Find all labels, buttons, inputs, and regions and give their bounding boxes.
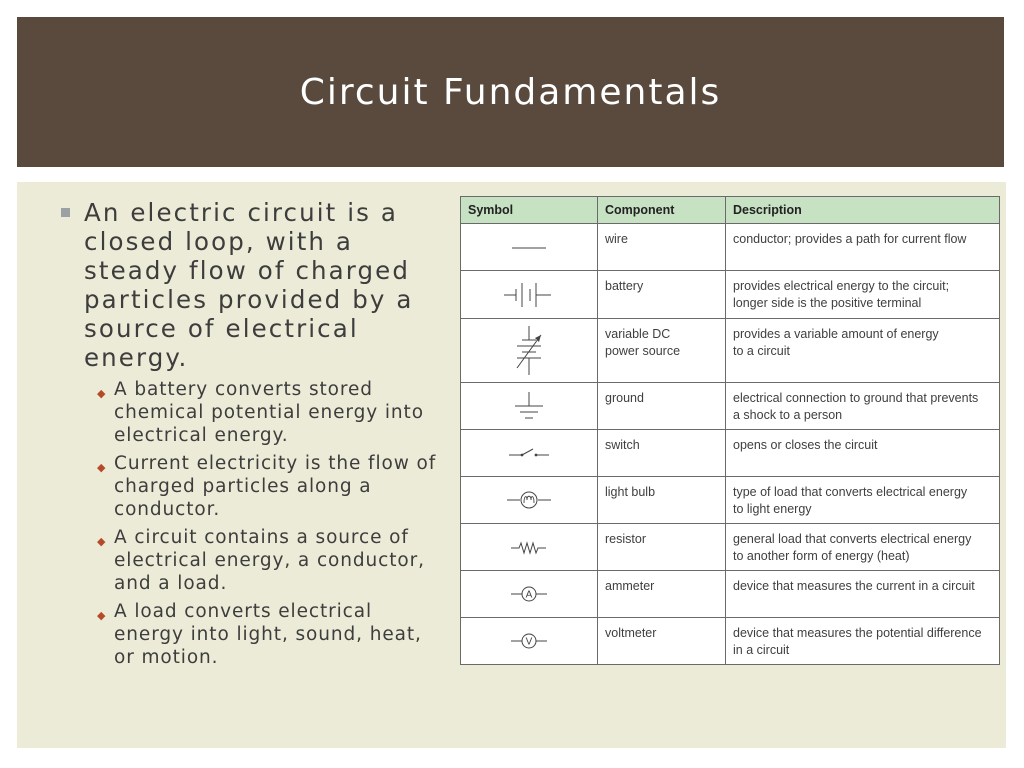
description-cell: type of load that converts electrical energy to light energy <box>726 477 1000 524</box>
table-row <box>461 477 1000 524</box>
title-bar <box>17 17 1004 167</box>
switch-symbol-icon <box>461 430 598 477</box>
sub-bullet <box>97 378 437 447</box>
header-component: Component <box>598 197 726 224</box>
diamond-bullet-icon: ◆ <box>97 535 107 548</box>
component-cell: switch <box>598 430 726 477</box>
sub-bullet <box>97 452 437 521</box>
table-row <box>461 319 1000 383</box>
description-cell: device that measures the current in a circuit <box>726 571 1000 618</box>
header-symbol: Symbol <box>461 197 598 224</box>
resistor-symbol-icon <box>461 524 598 571</box>
description-cell: electrical connection to ground that prevents a shock to a person <box>726 383 1000 430</box>
sub-bullet-text: Current electricity is the flow of charged particles along a conductor. <box>114 453 437 520</box>
variable-dc-source-symbol-icon <box>461 319 598 383</box>
diamond-bullet-icon: ◆ <box>97 461 107 474</box>
slide-title: Circuit Fundamentals <box>299 71 722 113</box>
component-cell: wire <box>598 224 726 271</box>
circuit-symbols-table <box>460 196 999 665</box>
sub-bullet-text: A load converts electrical energy into light, sound, heat, or motion. <box>114 601 422 668</box>
main-bullet <box>57 198 437 372</box>
sub-bullet-list <box>57 378 437 669</box>
component-cell: light bulb <box>598 477 726 524</box>
description-cell: general load that converts electrical energy to another form of energy (heat) <box>726 524 1000 571</box>
table-row <box>461 524 1000 571</box>
component-cell: voltmeter <box>598 618 726 665</box>
square-bullet-icon <box>61 208 70 217</box>
sub-bullet-text: A battery converts stored chemical potential energy into electrical energy. <box>114 379 424 446</box>
table-row <box>461 430 1000 477</box>
description-cell: opens or closes the circuit <box>726 430 1000 477</box>
component-cell: variable DC power source <box>598 319 726 383</box>
description-cell: provides electrical energy to the circuit; longer side is the positive terminal <box>726 271 1000 319</box>
table-row <box>461 383 1000 430</box>
battery-symbol-icon <box>461 271 598 319</box>
sub-bullet-text: A circuit contains a source of electrical energy, a conductor, and a load. <box>114 527 425 594</box>
sub-bullet <box>97 600 437 669</box>
bullet-list <box>57 198 437 674</box>
table-header-row <box>461 197 1000 224</box>
ground-symbol-icon <box>461 383 598 430</box>
light-bulb-symbol-icon <box>461 477 598 524</box>
component-cell: ground <box>598 383 726 430</box>
header-description: Description <box>726 197 1000 224</box>
table-row <box>461 571 1000 618</box>
wire-symbol-icon <box>461 224 598 271</box>
description-cell: provides a variable amount of energy to a circuit <box>726 319 1000 383</box>
voltmeter-letter: V <box>525 636 533 648</box>
component-cell: resistor <box>598 524 726 571</box>
description-cell: device that measures the potential difference in a circuit <box>726 618 1000 665</box>
voltmeter-symbol-icon <box>461 618 598 665</box>
table-row <box>461 271 1000 319</box>
ammeter-letter: A <box>525 589 533 601</box>
table-row <box>461 618 1000 665</box>
ammeter-symbol-icon <box>461 571 598 618</box>
content-area <box>17 182 1006 748</box>
main-bullet-text: An electric circuit is a closed loop, with a steady flow of charged particles provided by a source of electrical energy. <box>84 198 414 372</box>
table-row <box>461 224 1000 271</box>
description-cell: conductor; provides a path for current flow <box>726 224 1000 271</box>
diamond-bullet-icon: ◆ <box>97 387 107 400</box>
component-cell: battery <box>598 271 726 319</box>
diamond-bullet-icon: ◆ <box>97 609 107 622</box>
component-cell: ammeter <box>598 571 726 618</box>
sub-bullet <box>97 526 437 595</box>
